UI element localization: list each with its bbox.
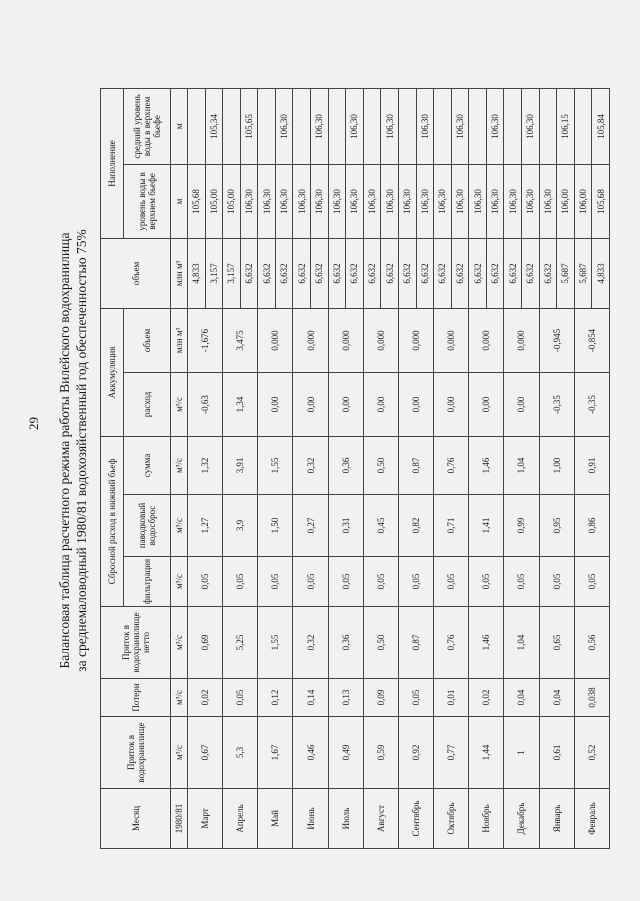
cell-filtration: 0,05 <box>293 557 328 607</box>
cell-flood: 1,27 <box>188 495 223 557</box>
cell-inflow: 0,77 <box>434 717 469 789</box>
cell-level-start: 105,00 <box>223 164 241 238</box>
cell-acc-volume: 0,000 <box>504 308 539 372</box>
table-row <box>258 88 276 848</box>
table-row <box>398 88 416 848</box>
unit-inflow-net: м³/с <box>171 607 188 679</box>
cell-filtration: 0,05 <box>363 557 398 607</box>
cell-month: Май <box>258 789 293 849</box>
cell-acc-flow: -0,63 <box>188 372 223 436</box>
cell-inflow: 0,46 <box>293 717 328 789</box>
cell-sum: 1,00 <box>539 436 574 494</box>
cell-empty <box>363 88 381 164</box>
table-row <box>293 88 311 848</box>
header-acc-volume: объем <box>124 308 171 372</box>
header-upper-level: уровень воды в верхнем бьефе <box>124 164 171 238</box>
cell-volume-end: 6,632 <box>451 238 469 308</box>
cell-losses: 0,04 <box>504 679 539 717</box>
page-number: 29 <box>26 417 41 430</box>
cell-volume-end: 6,632 <box>240 238 258 308</box>
cell-acc-volume: 0,000 <box>258 308 293 372</box>
cell-filtration: 0,05 <box>258 557 293 607</box>
cell-inflow: 5,3 <box>223 717 258 789</box>
cell-empty <box>574 88 592 164</box>
header-discharge-group: Сбросной расход в нижний бьеф <box>101 436 124 606</box>
cell-volume-start: 6,632 <box>539 238 557 308</box>
document-title <box>56 0 90 901</box>
cell-inflow: 0,61 <box>539 717 574 789</box>
cell-losses: 0,04 <box>539 679 574 717</box>
cell-filtration: 0,05 <box>223 557 258 607</box>
cell-empty <box>539 88 557 164</box>
cell-mean-level: 106,30 <box>346 88 364 164</box>
cell-volume-end: 6,632 <box>275 238 293 308</box>
cell-volume-start: 6,632 <box>469 238 487 308</box>
cell-mean-level: 106,30 <box>381 88 399 164</box>
cell-losses: 0,13 <box>328 679 363 717</box>
cell-level-end: 105,68 <box>592 164 610 238</box>
cell-volume-end: 3,157 <box>205 238 223 308</box>
cell-mean-level: 106,30 <box>311 88 329 164</box>
cell-volume-end: 6,632 <box>521 238 539 308</box>
table-row <box>363 88 381 848</box>
cell-acc-volume: -0,854 <box>574 308 609 372</box>
cell-level-end: 106,30 <box>381 164 399 238</box>
cell-acc-flow: 0,00 <box>469 372 504 436</box>
unit-filtration: м³/с <box>171 557 188 607</box>
cell-volume-start: 4,833 <box>188 238 206 308</box>
cell-month: Июль <box>328 789 363 849</box>
header-losses: Потери <box>101 679 171 717</box>
header-inflow: Приток в водохранилище <box>101 717 171 789</box>
cell-volume-end: 6,632 <box>346 238 364 308</box>
cell-sum: 1,32 <box>188 436 223 494</box>
cell-inflow-net: 0,32 <box>293 607 328 679</box>
title-line-1: Балансовая таблица расчетного режима работы Вилейского водохранилища <box>57 232 72 669</box>
cell-flood: 0,99 <box>504 495 539 557</box>
cell-inflow: 0,92 <box>398 717 433 789</box>
cell-empty <box>434 88 452 164</box>
cell-inflow-net: 5,25 <box>223 607 258 679</box>
cell-empty <box>469 88 487 164</box>
cell-sum: 3,91 <box>223 436 258 494</box>
cell-volume-start: 6,632 <box>398 238 416 308</box>
unit-losses: м³/с <box>171 679 188 717</box>
cell-flood: 1,50 <box>258 495 293 557</box>
cell-acc-flow: 0,00 <box>258 372 293 436</box>
cell-empty <box>223 88 241 164</box>
header-accumulation-group: Аккумуляция <box>101 308 124 436</box>
cell-volume-end: 5,687 <box>557 238 575 308</box>
cell-month: Апрель <box>223 789 258 849</box>
cell-filtration: 0,05 <box>539 557 574 607</box>
balance-table <box>100 88 610 849</box>
cell-inflow: 1 <box>504 717 539 789</box>
cell-level-start: 106,00 <box>574 164 592 238</box>
cell-volume-end: 6,632 <box>416 238 434 308</box>
cell-mean-level: 106,30 <box>521 88 539 164</box>
cell-acc-flow: 0,00 <box>328 372 363 436</box>
cell-month: Октябрь <box>434 789 469 849</box>
cell-acc-flow: 0,00 <box>363 372 398 436</box>
cell-inflow-net: 0,65 <box>539 607 574 679</box>
cell-volume-end: 4,833 <box>592 238 610 308</box>
table-row <box>574 88 592 848</box>
cell-filtration: 0,05 <box>574 557 609 607</box>
cell-losses: 0,05 <box>398 679 433 717</box>
cell-acc-volume: -0,945 <box>539 308 574 372</box>
cell-flood: 3,9 <box>223 495 258 557</box>
cell-inflow-net: 0,56 <box>574 607 609 679</box>
cell-sum: 1,55 <box>258 436 293 494</box>
cell-level-end: 106,30 <box>240 164 258 238</box>
cell-flood: 0,71 <box>434 495 469 557</box>
cell-level-end: 106,30 <box>416 164 434 238</box>
cell-acc-volume: 0,000 <box>434 308 469 372</box>
unit-volume: млн м³ <box>171 238 188 308</box>
cell-level-end: 105,00 <box>205 164 223 238</box>
cell-volume-start: 6,632 <box>363 238 381 308</box>
cell-inflow: 0,67 <box>188 717 223 789</box>
table-row <box>469 88 487 848</box>
cell-month: Март <box>188 789 223 849</box>
cell-month: Июнь <box>293 789 328 849</box>
header-filling-group: Наполнение <box>101 88 124 238</box>
cell-acc-volume: 0,000 <box>363 308 398 372</box>
table-row <box>539 88 557 848</box>
cell-volume-start: 3,157 <box>223 238 241 308</box>
cell-empty <box>328 88 346 164</box>
cell-month: Август <box>363 789 398 849</box>
cell-level-start: 106,30 <box>398 164 416 238</box>
cell-sum: 0,36 <box>328 436 363 494</box>
cell-mean-level: 106,15 <box>557 88 575 164</box>
cell-level-start: 106,30 <box>539 164 557 238</box>
cell-filtration: 0,05 <box>188 557 223 607</box>
cell-acc-flow: 0,00 <box>293 372 328 436</box>
cell-month: Январь <box>539 789 574 849</box>
cell-acc-flow: 0,00 <box>504 372 539 436</box>
title-line-2: за среднемаловодный 1980/81 водохозяйственный год обеспеченностью 75% <box>74 229 89 672</box>
cell-losses: 0,14 <box>293 679 328 717</box>
cell-flood: 0,27 <box>293 495 328 557</box>
cell-empty <box>188 88 206 164</box>
cell-inflow: 1,67 <box>258 717 293 789</box>
unit-flood-discharge: м³/с <box>171 495 188 557</box>
cell-sum: 0,87 <box>398 436 433 494</box>
cell-mean-level: 106,30 <box>486 88 504 164</box>
cell-level-start: 106,30 <box>293 164 311 238</box>
cell-empty <box>504 88 522 164</box>
cell-volume-end: 6,632 <box>381 238 399 308</box>
unit-acc-volume: млн м³ <box>171 308 188 372</box>
cell-acc-flow: -0,35 <box>539 372 574 436</box>
cell-volume-start: 6,632 <box>328 238 346 308</box>
header-flood-discharge: паводковый водосброс <box>124 495 171 557</box>
table-row <box>223 88 241 848</box>
cell-flood: 0,95 <box>539 495 574 557</box>
cell-level-start: 106,30 <box>363 164 381 238</box>
cell-sum: 1,04 <box>504 436 539 494</box>
header-month: Месяц <box>101 789 171 849</box>
header-volume: объем <box>101 238 171 308</box>
cell-month: Февраль <box>574 789 609 849</box>
cell-inflow-net: 0,76 <box>434 607 469 679</box>
cell-level-end: 106,30 <box>311 164 329 238</box>
header-acc-flow: расход <box>124 372 171 436</box>
header-filtration: фильтрация <box>124 557 171 607</box>
cell-volume-end: 6,632 <box>486 238 504 308</box>
table-row <box>328 88 346 848</box>
cell-inflow: 1,44 <box>469 717 504 789</box>
cell-flood: 0,82 <box>398 495 433 557</box>
cell-losses: 0,09 <box>363 679 398 717</box>
cell-losses: 0,05 <box>223 679 258 717</box>
cell-level-start: 105,68 <box>188 164 206 238</box>
header-sum: сумма <box>124 436 171 494</box>
cell-level-end: 106,30 <box>486 164 504 238</box>
cell-filtration: 0,05 <box>434 557 469 607</box>
cell-empty <box>398 88 416 164</box>
cell-inflow: 0,59 <box>363 717 398 789</box>
unit-sum: м³/с <box>171 436 188 494</box>
cell-level-start: 106,30 <box>434 164 452 238</box>
cell-acc-volume: 0,000 <box>398 308 433 372</box>
cell-acc-volume: 3,475 <box>223 308 258 372</box>
cell-inflow-net: 0,87 <box>398 607 433 679</box>
cell-level-end: 106,30 <box>346 164 364 238</box>
cell-acc-flow: 1,34 <box>223 372 258 436</box>
cell-flood: 0,45 <box>363 495 398 557</box>
cell-level-end: 106,00 <box>557 164 575 238</box>
cell-month: Декабрь <box>504 789 539 849</box>
cell-volume-start: 6,632 <box>293 238 311 308</box>
cell-empty <box>258 88 276 164</box>
cell-acc-volume: -1,676 <box>188 308 223 372</box>
cell-filtration: 0,05 <box>469 557 504 607</box>
cell-inflow-net: 1,04 <box>504 607 539 679</box>
cell-volume-end: 6,632 <box>311 238 329 308</box>
cell-inflow: 0,52 <box>574 717 609 789</box>
cell-level-start: 106,30 <box>258 164 276 238</box>
header-inflow-net: Приток в водохранилище нетто <box>101 607 171 679</box>
cell-sum: 0,50 <box>363 436 398 494</box>
cell-losses: 0,01 <box>434 679 469 717</box>
cell-level-end: 106,30 <box>521 164 539 238</box>
unit-acc-flow: м³/с <box>171 372 188 436</box>
cell-mean-level: 105,65 <box>240 88 258 164</box>
cell-acc-flow: 0,00 <box>434 372 469 436</box>
cell-inflow-net: 0,50 <box>363 607 398 679</box>
cell-mean-level: 106,30 <box>451 88 469 164</box>
table-row <box>188 88 206 848</box>
cell-empty <box>293 88 311 164</box>
cell-month: Сентябрь <box>398 789 433 849</box>
cell-sum: 1,46 <box>469 436 504 494</box>
cell-filtration: 0,05 <box>398 557 433 607</box>
cell-acc-volume: 0,000 <box>328 308 363 372</box>
cell-flood: 1,41 <box>469 495 504 557</box>
cell-level-start: 106,30 <box>328 164 346 238</box>
header-mean-upper-level: средний уровень воды в верхнем бьефе <box>124 88 171 164</box>
cell-acc-volume: 0,000 <box>293 308 328 372</box>
cell-inflow-net: 1,55 <box>258 607 293 679</box>
table-body <box>188 88 610 848</box>
cell-losses: 0,12 <box>258 679 293 717</box>
cell-filtration: 0,05 <box>504 557 539 607</box>
cell-level-start: 106,30 <box>469 164 487 238</box>
cell-mean-level: 106,30 <box>416 88 434 164</box>
cell-losses: 0,038 <box>574 679 609 717</box>
unit-inflow: м³/с <box>171 717 188 789</box>
cell-level-end: 106,30 <box>451 164 469 238</box>
cell-volume-start: 6,632 <box>434 238 452 308</box>
cell-acc-volume: 0,000 <box>469 308 504 372</box>
cell-inflow-net: 1,46 <box>469 607 504 679</box>
cell-mean-level: 105,34 <box>205 88 223 164</box>
cell-month: Ноябрь <box>469 789 504 849</box>
cell-sum: 0,32 <box>293 436 328 494</box>
unit-upper-level: м <box>171 164 188 238</box>
cell-acc-flow: 0,00 <box>398 372 433 436</box>
cell-volume-start: 5,687 <box>574 238 592 308</box>
cell-inflow-net: 0,36 <box>328 607 363 679</box>
unit-mean-upper-level: м <box>171 88 188 164</box>
cell-acc-flow: -0,35 <box>574 372 609 436</box>
cell-mean-level: 106,30 <box>275 88 293 164</box>
cell-sum: 0,91 <box>574 436 609 494</box>
cell-volume-start: 6,632 <box>258 238 276 308</box>
table-row <box>504 88 522 848</box>
cell-losses: 0,02 <box>469 679 504 717</box>
cell-flood: 0,86 <box>574 495 609 557</box>
cell-sum: 0,76 <box>434 436 469 494</box>
cell-volume-start: 6,632 <box>504 238 522 308</box>
table-row <box>434 88 452 848</box>
cell-level-end: 106,30 <box>275 164 293 238</box>
cell-flood: 0,31 <box>328 495 363 557</box>
cell-level-start: 106,30 <box>504 164 522 238</box>
unit-year: 1980/81 <box>171 789 188 849</box>
cell-losses: 0,02 <box>188 679 223 717</box>
cell-inflow-net: 0,69 <box>188 607 223 679</box>
cell-mean-level: 105,84 <box>592 88 610 164</box>
cell-filtration: 0,05 <box>328 557 363 607</box>
cell-inflow: 0,49 <box>328 717 363 789</box>
